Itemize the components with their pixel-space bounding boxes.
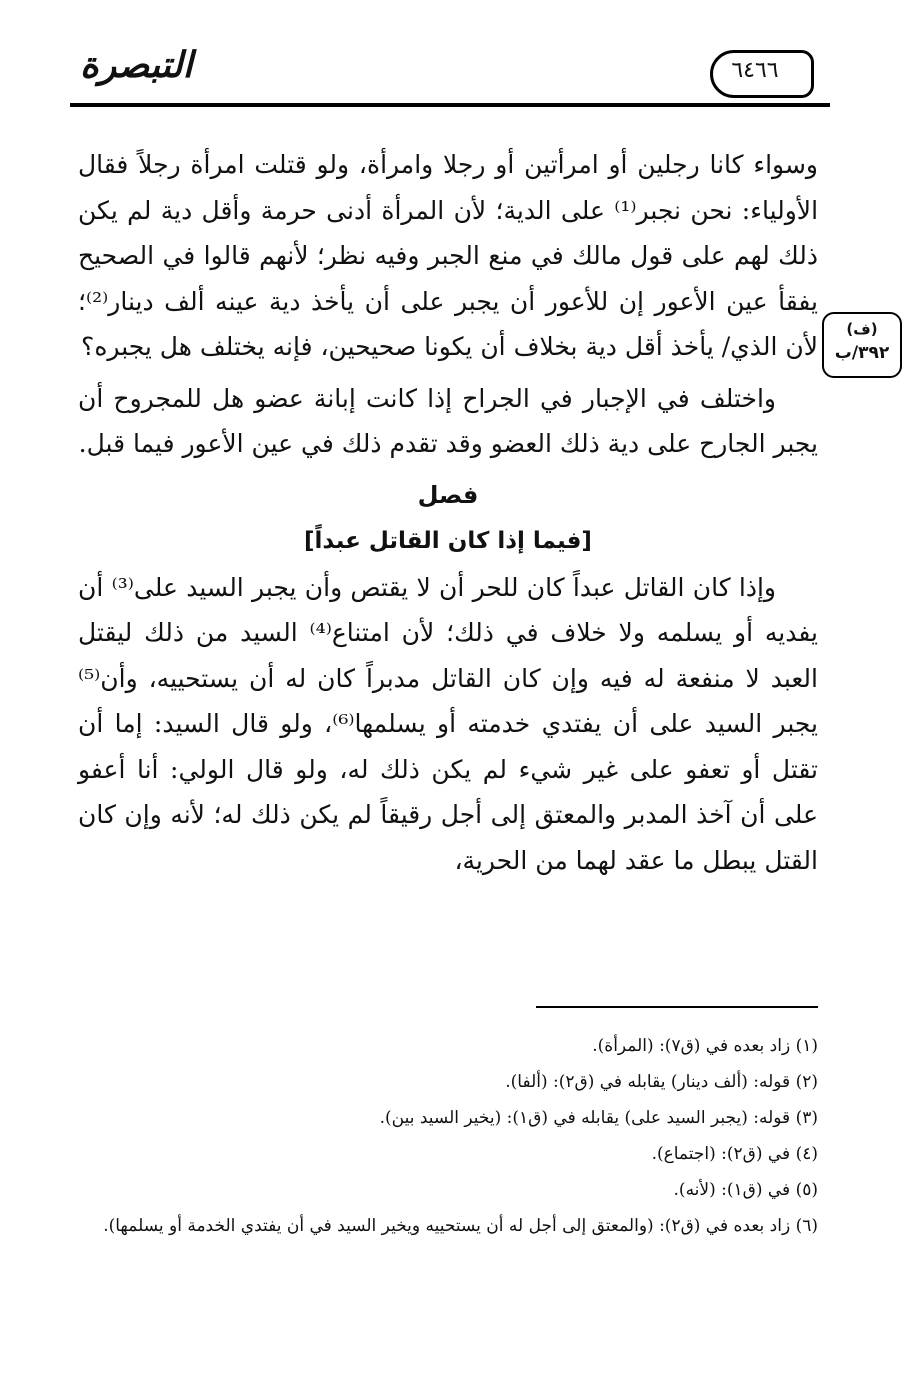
margin-note-folio: ٣٩٢/ب <box>834 343 890 363</box>
page-header <box>70 40 830 120</box>
footnote-6: (٦) زاد بعده في (ق٢): (والمعتق إلى أجل له أن يستحييه ويخير السيد في أن يفتدي الخدمة أو يسلمها). <box>103 1216 818 1236</box>
paragraph-3: وإذا كان القاتل عبداً كان للحر أن لا يقتص وأن يجبر السيد على⁽³⁾ أن يفديه أو يسلمه ولا خلاف في ذلك؛ لأن امتناع⁽⁴⁾ السيد من ذلك ليقتل العبد لا منفعة له فيه وإن كان القاتل مدبراً كان له أن يستحييه، وأن⁽⁵⁾ يجبر السيد على أن يفتدي خدمته أو يسلمها⁽⁶⁾، ولو قال السيد: إما أن تقتل أو تعفو على غير شيء لم يكن ذلك له، ولو قال الولي: أنا أعفو على أن آخذ المدبر والمعتق إلى أجل رقيقاً لم يكن ذلك له؛ لأنه وإن كان القتل يبطل ما عقد لهما من الحرية، <box>78 572 818 875</box>
main-text <box>78 142 818 883</box>
page-number: ٦٤٦٦ <box>731 58 779 83</box>
header-rule <box>70 103 830 107</box>
footnotes <box>78 1028 818 1244</box>
section-subtitle: [فيما إذا كان القاتل عبداً] <box>304 527 592 554</box>
paragraph-1: وسواء كانا رجلين أو امرأتين أو رجلا وامرأة، ولو قتلت امرأة رجلاً فقال الأولياء: نحن نجبر⁽¹⁾ على الدية؛ لأن المرأة أدنى حرمة وأقل دية لم يكن ذلك لهم على قول مالك في منع الجبر وفيه نظر؛ لأنهم قالوا في الصحيح يفقأ عين الأعور إن للأعور أن يجبر على أن يأخذ دية عينه ألف دينار⁽²⁾؛ لأن الذي/ يأخذ أقل دية بخلاف أن يكونا صحيحين، فإنه يختلف هل يجبره؟ <box>78 150 819 361</box>
manuscript-margin-note <box>822 312 902 378</box>
book-title: التبصرة <box>80 44 193 86</box>
footnote-3: (٣) قوله: (يجبر السيد على) يقابله في (ق١): (يخير السيد بين). <box>379 1108 818 1128</box>
margin-note-source: (ف) <box>846 320 878 338</box>
footnote-2: (٢) قوله: (ألف دينار) يقابله في (ق٢): (ألفا). <box>505 1072 818 1092</box>
paragraph-2: واختلف في الإجبار في الجراح إذا كانت إبانة عضو هل للمجروح أن يجبر الجارح على دية ذلك العضو وقد تقدم ذلك في عين الأعور فيما قبل. <box>78 383 818 458</box>
footnote-1: (١) زاد بعده في (ق٧): (المرأة). <box>592 1036 818 1056</box>
footnote-5: (٥) في (ق١): (لأنه). <box>673 1180 818 1200</box>
section-title: فصل <box>417 480 479 509</box>
footnote-separator <box>536 1006 818 1008</box>
footnote-4: (٤) في (ق٢): (اجتماع). <box>651 1144 818 1164</box>
page-number-badge <box>710 50 814 98</box>
